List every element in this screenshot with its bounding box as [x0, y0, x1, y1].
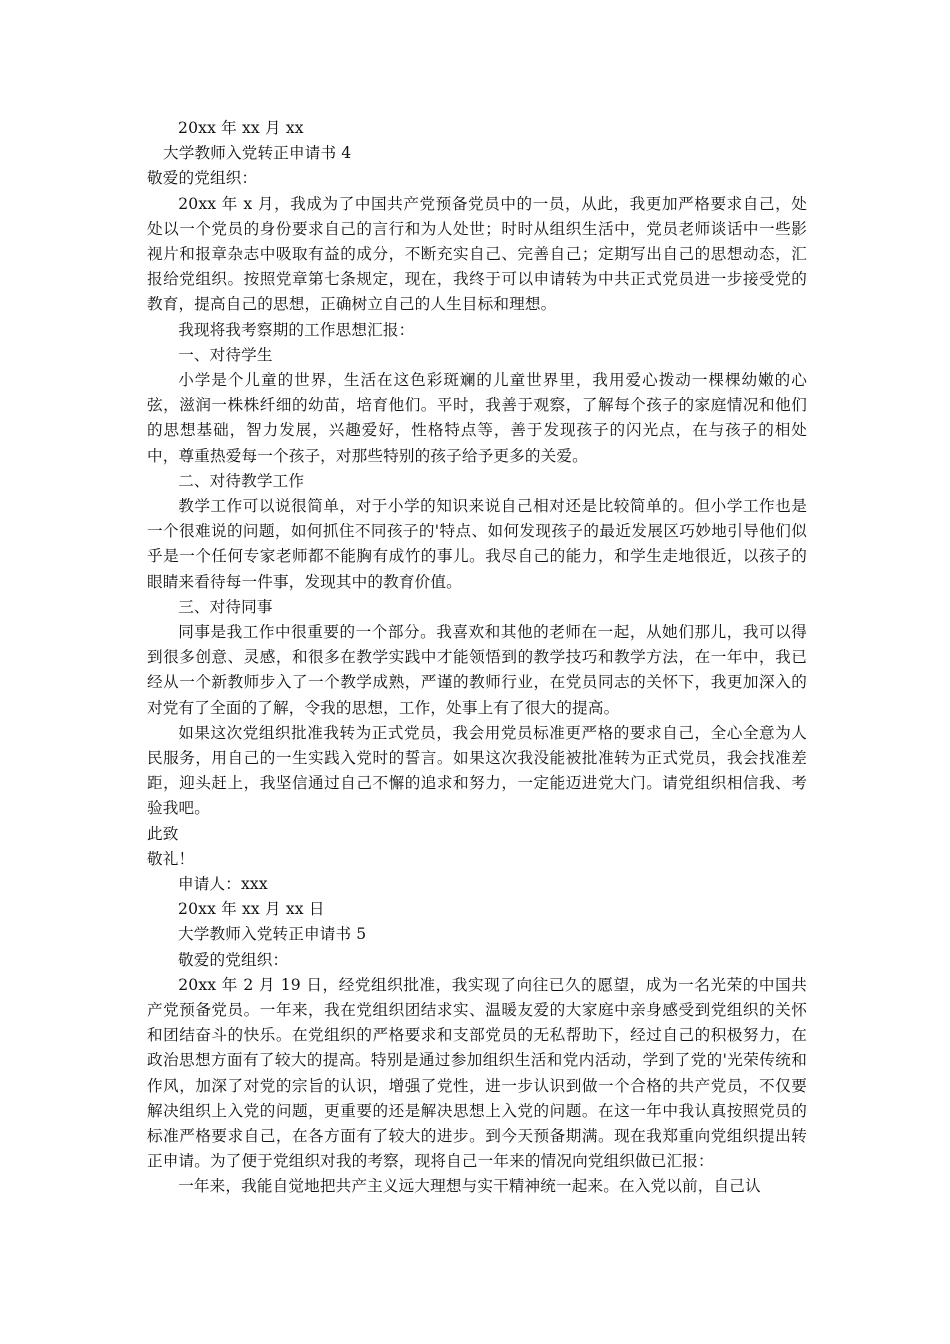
date-line: 20xx 年 xx 月 xx	[178, 119, 304, 137]
paragraph-teaching: 教学工作可以说很简单，对于小学的知识来说自己相对还是比较简单的。但小学工作也是一个很难说的问题，如何抓住不同孩子的'特点、如何发现孩子的最近发展区巧妙地引导他们似乎是一个任何专家老师都不能胸有成竹的事儿。我尽自己的能力，和学生走地很近，以孩子的眼睛来看待每一件事，发现其中的教育价值。	[147, 497, 807, 591]
paragraph-intro: 20xx 年 x 月，我成为了中国共产党预备党员中的一员，从此，我更加严格要求自己，处处以一个党员的身份要求自己的言行和为人处世；时时从组织生活中，党员老师谈话中一些影视片和报章杂志中吸取有益的成分，不断充实自己、完善自己；定期写出自己的思想动态，汇报给党组织。按照党章第七条规定，现在，我终于可以申请转为中共正式党员进一步接受党的教育，提高自己的思想，正确树立自己的人生目标和理想。	[147, 194, 807, 314]
letter-title-4: 大学教师入党转正申请书 4	[163, 144, 352, 163]
paragraph-letter5-intro: 20xx 年 2 月 19 日，经党组织批准，我实现了向往已久的愿望，成为一名光荣的中国共产党预备党员。一年来，我在党组织团结求实、温暖友爱的大家庭中亲身感受到党组织的关怀和团结奋斗的快乐。在党组织的严格要求和支部党员的无私帮助下，经过自己的积极努力，在政治思想方面有了较大的提高。特别是通过参加组织生活和党内活动，学到了党的'光荣传统和作风，加深了对党的宗旨的认识，增强了党性，进一步认识到做一个合格的共产党员，不仅要解决组织上入党的问题，更重要的还是解决思想上入党的问题。在这一年中我认真按照党员的标准严格要求自己，在各方面有了较大的进步。到今天预备期满。现在我郑重向党组织提出转正申请。为了便于党组织对我的考察，现将自己一年来的情况向党组织做已汇报：	[147, 975, 807, 1171]
section-heading-colleagues: 三、对待同事	[178, 597, 273, 616]
applicant-line: 申请人：xxx	[178, 875, 268, 894]
salutation-4: 敬爱的党组织：	[147, 169, 258, 188]
document-body	[147, 116, 807, 1200]
closing-line-2: 敬礼！	[147, 849, 195, 868]
date-line-4: 20xx 年 xx 月 xx 日	[178, 900, 325, 919]
paragraph-pledge: 如果这次党组织批准我转为正式党员，我会用党员标准更严格的要求自己，全心全意为人民服务，用自己的一生实践入党时的誓言。如果这次我没能被批准转为正式党员，我会找准差距，迎头赶上，我坚信通过自己不懈的追求和努力，一定能迈进党大门。请党组织相信我、考验我吧。	[147, 723, 807, 818]
paragraph-letter5-continued: 一年来，我能自觉地把共产主义远大理想与实干精神统一起来。在入党以前，自己认	[178, 1177, 761, 1196]
section-heading-students: 一、对待学生	[178, 345, 273, 364]
paragraph-colleagues: 同事是我工作中很重要的一个部分。我喜欢和其他的老师在一起，从她们那儿，我可以得到很多创意、灵感，和很多在教学实践中才能领悟到的教学技巧和教学方法，在一年中，我已经从一个新教师步入了一个教学成熟，严谨的教师行业，在党员同志的关怀下，我更加深入的对党有了全面的了解，令我的思想，工作，处事上有了很大的提高。	[147, 623, 807, 717]
letter-title-5: 大学教师入党转正申请书 5	[178, 925, 367, 944]
section-heading-teaching: 二、对待教学工作	[178, 471, 305, 490]
paragraph-students: 小学是个儿童的世界，生活在这色彩斑斓的儿童世界里，我用爱心拨动一棵棵幼嫩的心弦，滋润一株株纤细的幼苗，培育他们。平时，我善于观察，了解每个孩子的家庭情况和他们的思想基础，智力发展，兴趣爱好，性格特点等，善于发现孩子的闪光点，在与孩子的相处中，尊重热爱每一个孩子，对那些特别的孩子给予更多的关爱。	[147, 370, 807, 465]
salutation-5: 敬爱的党组织：	[178, 950, 289, 969]
closing-line-1: 此致	[147, 824, 179, 843]
paragraph-report-intro: 我现将我考察期的工作思想汇报：	[178, 320, 415, 339]
